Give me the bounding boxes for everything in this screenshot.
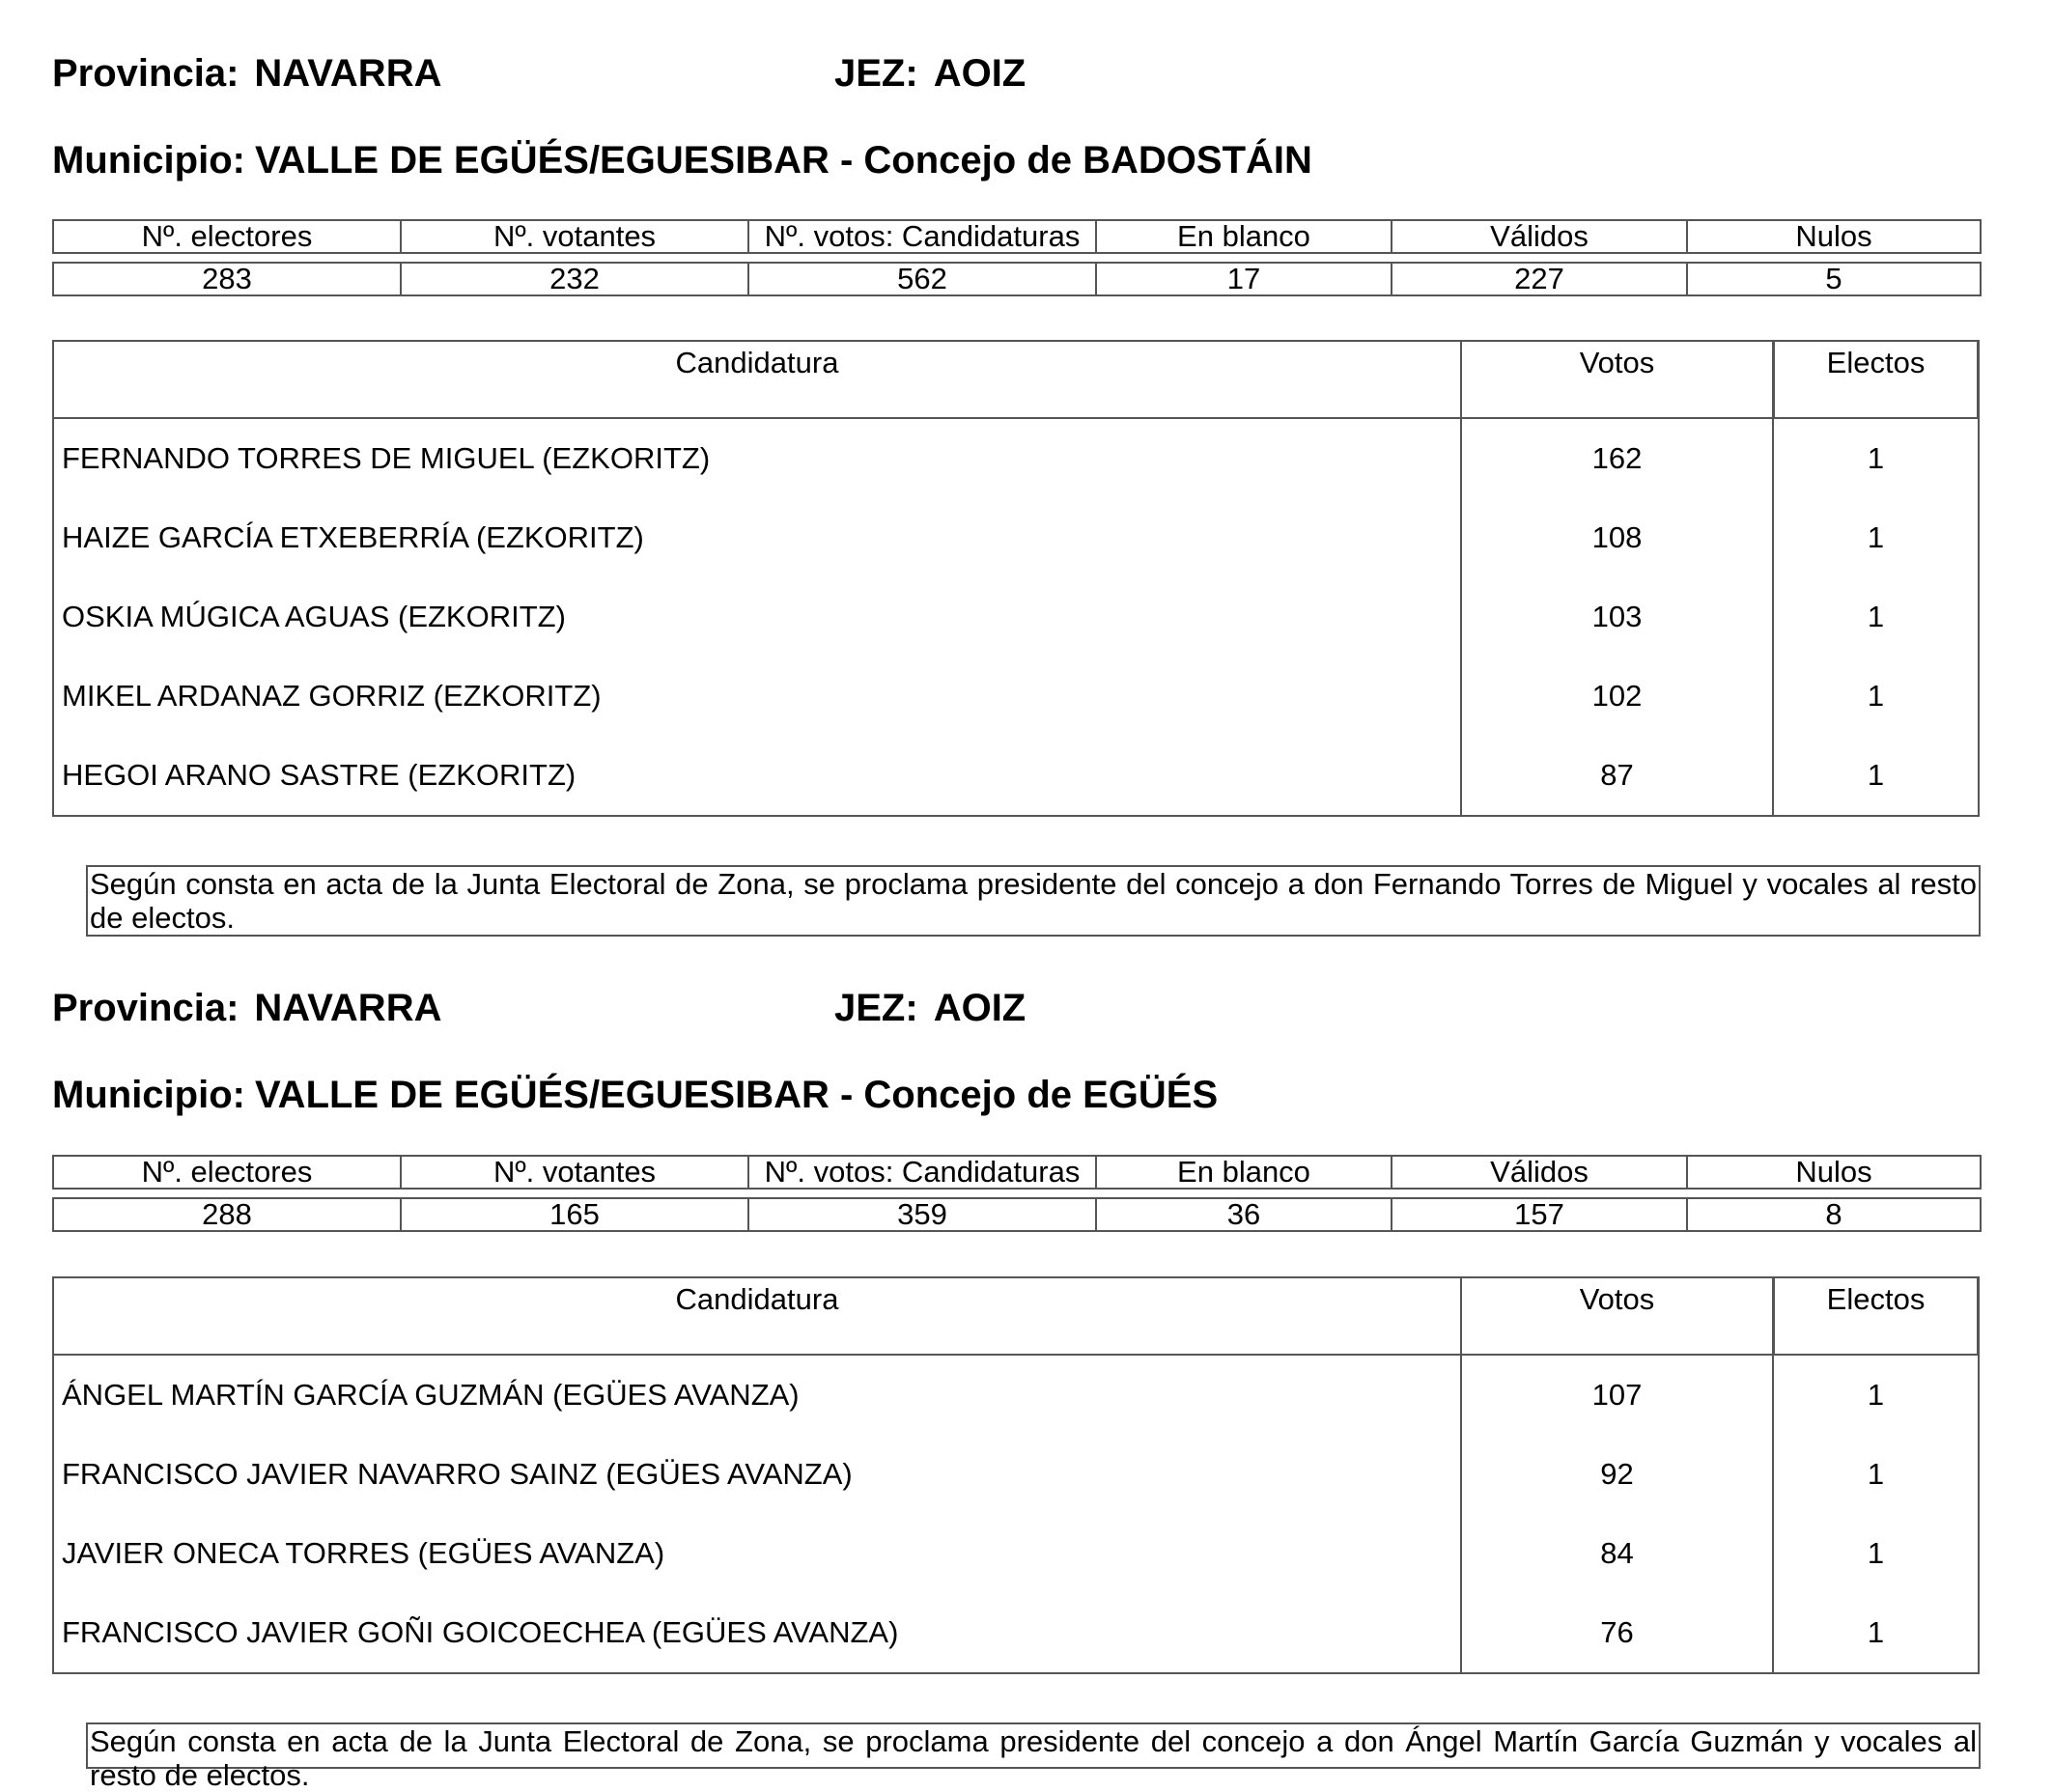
jez-value: AOIZ <box>933 52 1026 95</box>
header-candidatura: Candidatura <box>675 1282 839 1316</box>
candidates-header-row <box>54 1278 1978 1356</box>
jez-heading <box>834 987 1026 1029</box>
municipio-value: VALLE DE EGÜÉS/EGUESIBAR - Concejo de EGÜÉS <box>254 1074 1219 1116</box>
candidate-elected: 1 <box>1772 498 1978 577</box>
jez-label: JEZ: <box>834 987 918 1029</box>
stats-header-validos: Válidos <box>1392 1156 1687 1189</box>
header-candidatura: Candidatura <box>675 346 839 379</box>
municipio-heading <box>52 1074 1218 1116</box>
stats-header-row <box>53 220 1981 253</box>
table-row <box>54 1514 1978 1593</box>
stats-header-blanco: En blanco <box>1096 220 1392 253</box>
stats-header-blanco: En blanco <box>1096 1156 1392 1189</box>
stats-header-validos: Válidos <box>1392 220 1687 253</box>
candidate-votes: 87 <box>1460 736 1772 815</box>
stats-value-nulos: 5 <box>1687 263 1981 295</box>
stats-value-electores: 283 <box>53 263 401 295</box>
candidate-votes: 92 <box>1460 1435 1772 1514</box>
candidate-votes: 162 <box>1460 419 1772 498</box>
header-electos: Electos <box>1772 342 1978 417</box>
candidate-elected: 1 <box>1772 1356 1978 1435</box>
stats-header-electores: Nº. electores <box>53 1156 401 1189</box>
table-row <box>54 1356 1978 1435</box>
stats-value-row <box>53 263 1981 295</box>
header-votos: Votos <box>1460 1278 1772 1354</box>
municipio-label: Municipio: <box>52 1074 245 1116</box>
candidate-votes: 84 <box>1460 1514 1772 1593</box>
stats-value-blanco: 36 <box>1096 1198 1392 1231</box>
candidate-votes: 76 <box>1460 1593 1772 1672</box>
candidate-elected: 1 <box>1772 1435 1978 1514</box>
stats-value-candidaturas: 359 <box>748 1198 1096 1231</box>
stats-header-row <box>53 1156 1981 1189</box>
candidate-name: FRANCISCO JAVIER NAVARRO SAINZ (EGÜES AVANZA) <box>62 1457 853 1491</box>
province-value: NAVARRA <box>254 987 442 1029</box>
candidate-name: JAVIER ONECA TORRES (EGÜES AVANZA) <box>62 1536 665 1570</box>
stats-header-nulos: Nulos <box>1687 220 1981 253</box>
stats-value-validos: 157 <box>1392 1198 1687 1231</box>
stats-header-votantes: Nº. votantes <box>401 1156 748 1189</box>
header-electos: Electos <box>1772 1278 1978 1354</box>
candidate-name: OSKIA MÚGICA AGUAS (EZKORITZ) <box>62 600 566 633</box>
stats-table <box>52 219 1982 296</box>
table-row <box>54 419 1978 498</box>
candidate-name: ÁNGEL MARTÍN GARCÍA GUZMÁN (EGÜES AVANZA) <box>62 1378 800 1412</box>
stats-spacer <box>53 253 1981 263</box>
province-heading <box>52 52 441 95</box>
stats-header-candidaturas: Nº. votos: Candidaturas <box>748 220 1096 253</box>
province-heading <box>52 987 441 1029</box>
proclamation-note: Según consta en acta de la Junta Electoral de Zona, se proclama presidente del concejo a don Fernando Torres de Miguel y vocales al resto de electos. <box>86 865 1981 937</box>
candidates-table <box>52 1276 1980 1674</box>
stats-value-nulos: 8 <box>1687 1198 1981 1231</box>
candidate-votes: 108 <box>1460 498 1772 577</box>
candidates-header-row <box>54 342 1978 419</box>
candidates-table <box>52 340 1980 817</box>
table-row <box>54 1435 1978 1514</box>
candidate-votes: 102 <box>1460 657 1772 736</box>
stats-header-votantes: Nº. votantes <box>401 220 748 253</box>
candidate-elected: 1 <box>1772 419 1978 498</box>
jez-heading <box>834 52 1026 95</box>
candidate-name: FRANCISCO JAVIER GOÑI GOICOECHEA (EGÜES AVANZA) <box>62 1615 899 1649</box>
candidate-votes: 107 <box>1460 1356 1772 1435</box>
candidate-elected: 1 <box>1772 1593 1978 1672</box>
table-row <box>54 1593 1978 1672</box>
stats-value-candidaturas: 562 <box>748 263 1096 295</box>
stats-value-electores: 288 <box>53 1198 401 1231</box>
table-row <box>54 498 1978 577</box>
stats-header-candidaturas: Nº. votos: Candidaturas <box>748 1156 1096 1189</box>
table-row <box>54 577 1978 657</box>
table-row <box>54 657 1978 736</box>
proclamation-note: Según consta en acta de la Junta Electoral de Zona, se proclama presidente del concejo a don Ángel Martín García Guzmán y vocales al resto de electos. <box>86 1722 1981 1769</box>
candidate-name: HAIZE GARCÍA ETXEBERRÍA (EZKORITZ) <box>62 520 644 554</box>
candidate-name: FERNANDO TORRES DE MIGUEL (EZKORITZ) <box>62 441 711 475</box>
candidate-elected: 1 <box>1772 736 1978 815</box>
candidate-votes: 103 <box>1460 577 1772 657</box>
province-label: Provincia: <box>52 52 239 95</box>
stats-value-row <box>53 1198 1981 1231</box>
municipio-heading <box>52 139 1312 182</box>
stats-header-electores: Nº. electores <box>53 220 401 253</box>
stats-header-nulos: Nulos <box>1687 1156 1981 1189</box>
jez-label: JEZ: <box>834 52 918 95</box>
jez-value: AOIZ <box>933 987 1026 1029</box>
candidate-elected: 1 <box>1772 1514 1978 1593</box>
municipio-value: VALLE DE EGÜÉS/EGUESIBAR - Concejo de BADOSTÁIN <box>254 139 1312 182</box>
candidate-name: MIKEL ARDANAZ GORRIZ (EZKORITZ) <box>62 679 602 713</box>
candidate-elected: 1 <box>1772 657 1978 736</box>
table-row <box>54 736 1978 815</box>
stats-table <box>52 1155 1982 1232</box>
stats-spacer <box>53 1189 1981 1198</box>
candidate-name: HEGOI ARANO SASTRE (EZKORITZ) <box>62 758 577 792</box>
candidate-elected: 1 <box>1772 577 1978 657</box>
header-votos: Votos <box>1460 342 1772 417</box>
stats-value-validos: 227 <box>1392 263 1687 295</box>
province-label: Provincia: <box>52 987 239 1029</box>
stats-value-blanco: 17 <box>1096 263 1392 295</box>
stats-value-votantes: 232 <box>401 263 748 295</box>
stats-value-votantes: 165 <box>401 1198 748 1231</box>
province-value: NAVARRA <box>254 52 442 95</box>
municipio-label: Municipio: <box>52 139 245 182</box>
